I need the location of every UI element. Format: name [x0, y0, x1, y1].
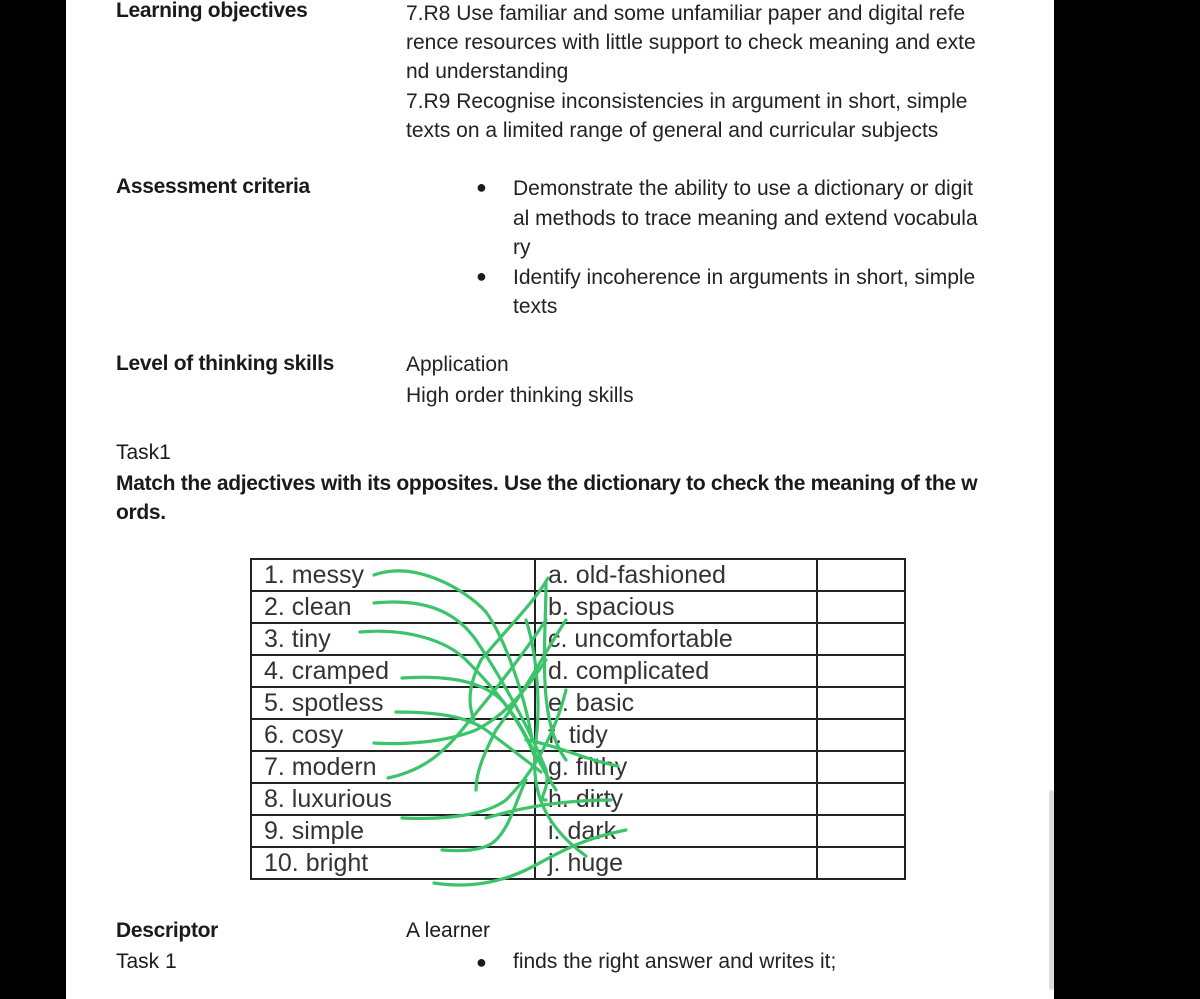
opposite-cell: b. spacious: [535, 591, 817, 623]
adjective-cell: 4. cramped: [251, 655, 535, 687]
adjective-cell: 5. spotless: [251, 687, 535, 719]
opposite-cell: c. uncomfortable: [535, 623, 817, 655]
adjective-cell: 6. cosy: [251, 719, 535, 751]
opposite-cell: i. dark: [535, 815, 817, 847]
opposite-cell: e. basic: [535, 687, 817, 719]
descriptor-label: Descriptor: [116, 919, 219, 942]
adjective-cell: 8. luxurious: [251, 783, 535, 815]
descriptor-learner: A learner: [406, 919, 491, 942]
document-page: [66, 0, 1054, 999]
descriptor-bullet: finds the right answer and writes it;: [513, 950, 837, 973]
adjective-cell: 2. clean: [251, 591, 535, 623]
task-title: Task1: [116, 441, 171, 464]
scrollbar-thumb[interactable]: [1049, 790, 1054, 990]
thinking-label: Level of thinking skills: [116, 352, 335, 375]
bullet-icon: ●: [476, 952, 487, 972]
objectives-line: rence resources with little support to check meaning and exte: [406, 31, 976, 54]
bullet-icon: ●: [476, 177, 487, 197]
thinking-line: High order thinking skills: [406, 384, 634, 407]
matching-stroke: [476, 620, 566, 790]
matching-stroke: [434, 830, 626, 885]
opposite-cell: a. old-fashioned: [535, 559, 817, 591]
assessment-line: ry: [513, 236, 531, 259]
bullet-icon: ●: [476, 266, 487, 286]
matching-stroke: [544, 582, 566, 760]
objectives-label: Learning objectives: [116, 0, 308, 22]
adjective-cell: 10. bright: [251, 847, 535, 879]
objectives-line: 7.R8 Use familiar and some unfamiliar paper and digital refe: [406, 2, 966, 25]
descriptor-task-label: Task 1: [116, 950, 177, 973]
adjective-cell: 1. messy: [251, 559, 535, 591]
opposite-cell: g. filthy: [535, 751, 817, 783]
assessment-line: Demonstrate the ability to use a dictionary or digit: [513, 177, 973, 200]
opposite-cell: h. dirty: [535, 783, 817, 815]
opposite-cell: j. huge: [535, 847, 817, 879]
objectives-line: texts on a limited range of general and curricular subjects: [406, 119, 939, 142]
opposite-cell: d. complicated: [535, 655, 817, 687]
adjective-cell: 3. tiny: [251, 623, 535, 655]
objectives-line: 7.R9 Recognise inconsistencies in argument in short, simple: [406, 90, 968, 113]
thinking-line: Application: [406, 353, 509, 376]
adjective-cell: 9. simple: [251, 815, 535, 847]
task-instruction: Match the adjectives with its opposites. Use the dictionary to check the meaning of the w ords.: [116, 472, 978, 524]
handwritten-matching-lines: [66, 0, 1054, 999]
adjective-cell: 7. modern: [251, 751, 535, 783]
opposite-cell: f. tidy: [535, 719, 817, 751]
assessment-label: Assessment criteria: [116, 175, 310, 198]
assessment-line: texts: [513, 295, 558, 318]
assessment-line: Identify incoherence in arguments in short, simple: [513, 266, 976, 289]
objectives-line: nd understanding: [406, 60, 569, 83]
assessment-line: al methods to trace meaning and extend vocabula: [513, 207, 978, 230]
